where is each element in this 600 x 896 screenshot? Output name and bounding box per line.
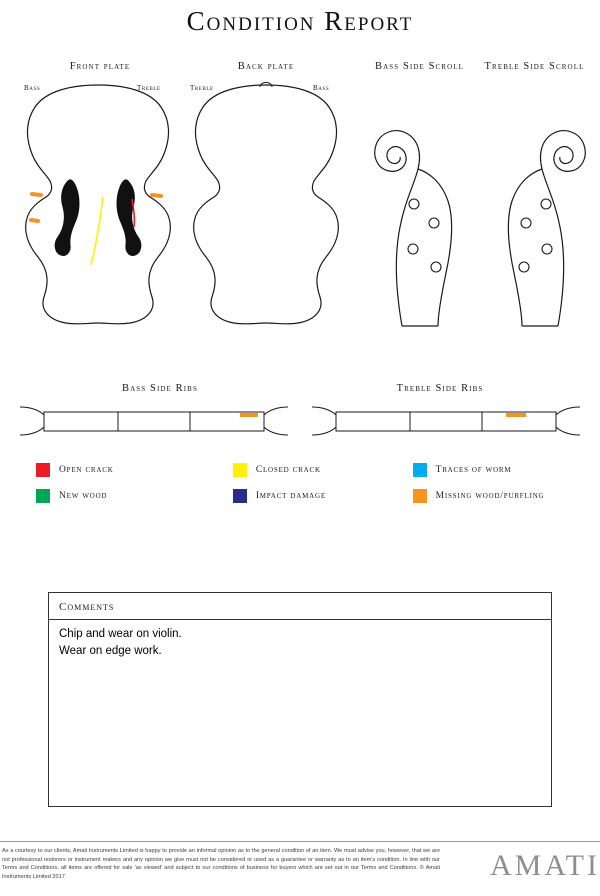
impact-damage-swatch: [233, 489, 247, 503]
instrument-diagrams: [0, 55, 600, 355]
legend-item-impact-damage: [233, 489, 413, 503]
treble-scroll-figure: [476, 77, 600, 332]
legend-row: [36, 463, 564, 477]
legend-item-closed-crack: [233, 463, 413, 477]
missing-wood-swatch: [413, 489, 427, 503]
treble-ribs-label: Treble Side Ribs: [396, 383, 484, 394]
damage-legend: [0, 463, 600, 503]
legend-item-open-crack: [36, 463, 233, 477]
back-plate-treble-label: Treble: [190, 84, 214, 92]
legend-item-new-wood: [36, 489, 233, 503]
legend-label: Closed crack: [255, 465, 321, 475]
back-plate-bass-label: Bass: [313, 84, 330, 92]
footer-disclaimer: As a courtesy to our clients, Amati Instruments Limited is happy to provide an informal opinion as to the general condition of an item. We must advise you, however, that we are not professional restorers or instrument makers and any opinion we give must not be considered or used as a guarantee or warranty as to an item's condition. In line with our Terms and Conditions, all items are offered for sale 'as viewed' and subject to our conditions of business for buyers which are set out in our Terms and Conditions. © Amati Instruments Limited 2017: [2, 848, 440, 880]
legend-row: [36, 489, 564, 503]
front-plate-label: Front plate: [69, 61, 131, 72]
open-crack-swatch: [36, 463, 50, 477]
legend-label: Traces of worm: [435, 465, 512, 475]
comments-title: Comments: [49, 593, 551, 620]
ribs-diagrams: [0, 365, 600, 435]
front-plate-treble-label: Treble: [137, 84, 161, 92]
treble-ribs-figure: [310, 401, 582, 442]
legend-label: Impact damage: [255, 491, 326, 501]
page-footer: [0, 841, 600, 896]
amati-logo: AMATI: [490, 849, 600, 882]
back-plate-label: Back plate: [237, 61, 295, 72]
footer-divider: [0, 841, 600, 842]
legend-label: Open crack: [59, 465, 114, 475]
treble-scroll-label: Treble Side Scroll: [484, 61, 585, 72]
comments-box: [48, 592, 552, 807]
comments-body[interactable]: [49, 620, 551, 659]
page-title: Condition Report: [186, 6, 414, 36]
legend-label: New wood: [59, 491, 108, 501]
legend-item-traces-of-worm: [413, 463, 564, 477]
traces-of-worm-swatch: [413, 463, 427, 477]
bass-scroll-figure: [356, 77, 484, 332]
closed-crack-swatch: [233, 463, 247, 477]
front-plate-bass-label: Bass: [24, 84, 41, 92]
new-wood-swatch: [36, 489, 50, 503]
comments-line-1: Chip and wear on violin.: [59, 628, 182, 640]
back-plate-figure: [176, 77, 356, 332]
comments-line-2: Wear on edge work.: [59, 644, 162, 657]
legend-label: Missing wood/purfling: [435, 491, 545, 501]
front-plate-figure: [8, 77, 188, 332]
bass-scroll-label: Bass Side Scroll: [375, 61, 464, 72]
bass-ribs-label: Bass Side Ribs: [122, 383, 198, 394]
bass-ribs-figure: [18, 401, 290, 442]
legend-item-missing-wood: [413, 489, 564, 503]
